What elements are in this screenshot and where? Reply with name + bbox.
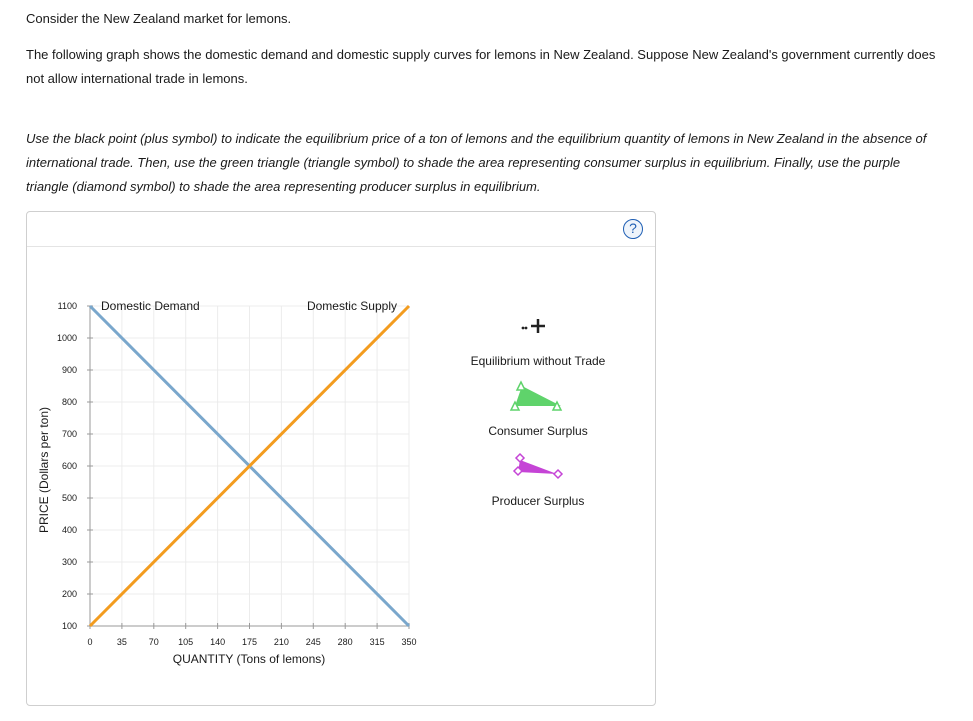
y-tick-label: 300 [61, 557, 77, 567]
y-tick-label: 200 [61, 589, 77, 599]
legend-equilibrium-label: Equilibrium without Trade [470, 354, 606, 368]
x-tick-label: 140 [210, 637, 226, 647]
y-tick-label: 800 [61, 397, 77, 407]
y-tick-label: 900 [61, 365, 77, 375]
instructions-paragraph: Use the black point (plus symbol) to indicate the equilibrium price of a ton of lemons and the equilibrium quantity of lemons in New Zealand in the absence of international trade. Then, use the green triangle (triangle symbol) to shade the area representing consumer surplus in equilibrium. Finally, use the purple triangle (diamond symbol) to shade the area representing producer surplus in equilibrium. [26, 131, 927, 194]
x-tick-label: 210 [273, 637, 289, 647]
y-tick-label: 1100 [57, 301, 77, 311]
y-tick-label: 500 [61, 493, 77, 503]
x-tick-label: 70 [148, 637, 159, 647]
consumer-surplus-triangle-tool[interactable] [511, 382, 561, 410]
x-tick-label: 35 [116, 637, 127, 647]
producer-surplus-diamond-tool[interactable] [514, 454, 562, 478]
x-tick-label: 105 [178, 637, 194, 647]
y-tick-label: 700 [61, 429, 77, 439]
intro-text: Consider the New Zealand market for lemons. [26, 11, 292, 26]
x-tick-label: 315 [369, 637, 385, 647]
legend [471, 319, 606, 508]
x-tick-label: 245 [305, 637, 321, 647]
description-paragraph: The following graph shows the domestic demand and domestic supply curves for lemons in New Zealand. Suppose New Zealand's government currently does not allow international trade in lemons. [26, 47, 936, 86]
y-tick-label: 100 [61, 621, 77, 631]
y-axis-title: PRICE (Dollars per ton) [37, 406, 51, 534]
x-tick-label: 0 [87, 637, 93, 647]
x-tick-label: 175 [241, 637, 258, 647]
legend-producer-label: Producer Surplus [491, 494, 585, 508]
y-tick-label: 1000 [56, 333, 77, 343]
x-tick-label: 280 [337, 637, 353, 647]
domestic-demand-label: Domestic Demand [101, 299, 200, 313]
equilibrium-plus-tool[interactable] [522, 319, 545, 333]
x-tick-label: 350 [401, 637, 417, 647]
legend-consumer-label: Consumer Surplus [488, 424, 588, 438]
domestic-supply-label: Domestic Supply [306, 299, 397, 313]
x-axis-title: QUANTITY (Tons of lemons) [172, 652, 326, 666]
y-tick-label: 600 [61, 461, 77, 471]
help-icon[interactable]: ? [623, 219, 643, 239]
y-tick-label: 400 [61, 525, 77, 535]
